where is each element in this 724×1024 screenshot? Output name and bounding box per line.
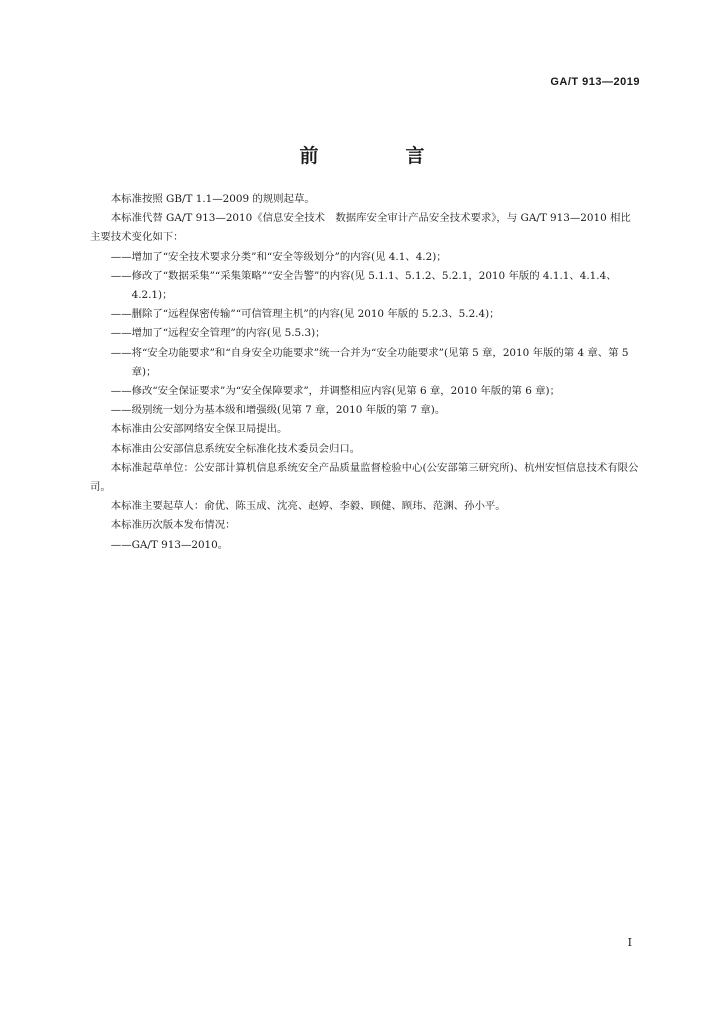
list-item: ——级别统一划分为基本级和增强级(见第 7 章，2010 年版的第 7 章)。 bbox=[110, 404, 446, 417]
list-item: ——将“安全功能要求”和“自身安全功能要求”统一合并为“安全功能要求”(见第 5 章，2010 年版的第 4 章、第 5 章)； bbox=[110, 346, 629, 378]
paragraph: 本标准由公安部信息系统安全标准化技术委员会归口。 bbox=[110, 442, 361, 455]
paragraph: 本标准代替 GA/T 913—2010《信息安全技术 数据库安全审计产品安全技术要求》，与 GA/T 913—2010 相比主要技术变化如下： bbox=[90, 212, 631, 244]
page-title: 前 言 bbox=[299, 145, 459, 167]
paragraph: 本标准按照 GB/T 1.1—2009 的规则起草。 bbox=[110, 193, 315, 205]
list-item: ——GA/T 913—2010。 bbox=[110, 538, 229, 551]
page-number: I bbox=[627, 936, 632, 949]
list-item: ——删除了“远程保密传输”“可信管理主机”的内容(见 2010 年版的 5.2.3、5.2.4)； bbox=[110, 308, 500, 321]
paragraph: 本标准主要起草人：俞优、陈玉成、沈亮、赵婷、李毅、顾健、顾玮、范渊、孙小平。 bbox=[110, 500, 506, 513]
foreword-body bbox=[90, 190, 640, 555]
paragraph: 本标准起草单位：公安部计算机信息系统安全产品质量监督检验中心(公安部第三研究所)、杭州安恒信息技术有限公司。 bbox=[90, 461, 639, 494]
paragraph: 本标准历次版本发布情况： bbox=[110, 519, 236, 532]
paragraph: 本标准由公安部网络安全保卫局提出。 bbox=[110, 423, 288, 436]
standard-code: GA/T 913—2019 bbox=[550, 76, 640, 88]
list-item: ——修改“安全保证要求”为“安全保障要求”，并调整相应内容(见第 6 章，2010 年版的第 6 章)； bbox=[110, 385, 561, 398]
list-item: ——增加了“安全技术要求分类”和“安全等级划分”的内容(见 4.1、4.2)； bbox=[110, 250, 447, 263]
list-item: ——增加了“远程安全管理”的内容(见 5.5.3)； bbox=[110, 327, 326, 340]
list-item: ——修改了“数据采集”“采集策略”“安全告警”的内容(见 5.1.1、5.1.2、5.2.1，2010 年版的 4.1.1、4.1.4、4.2.1)； bbox=[110, 269, 617, 302]
